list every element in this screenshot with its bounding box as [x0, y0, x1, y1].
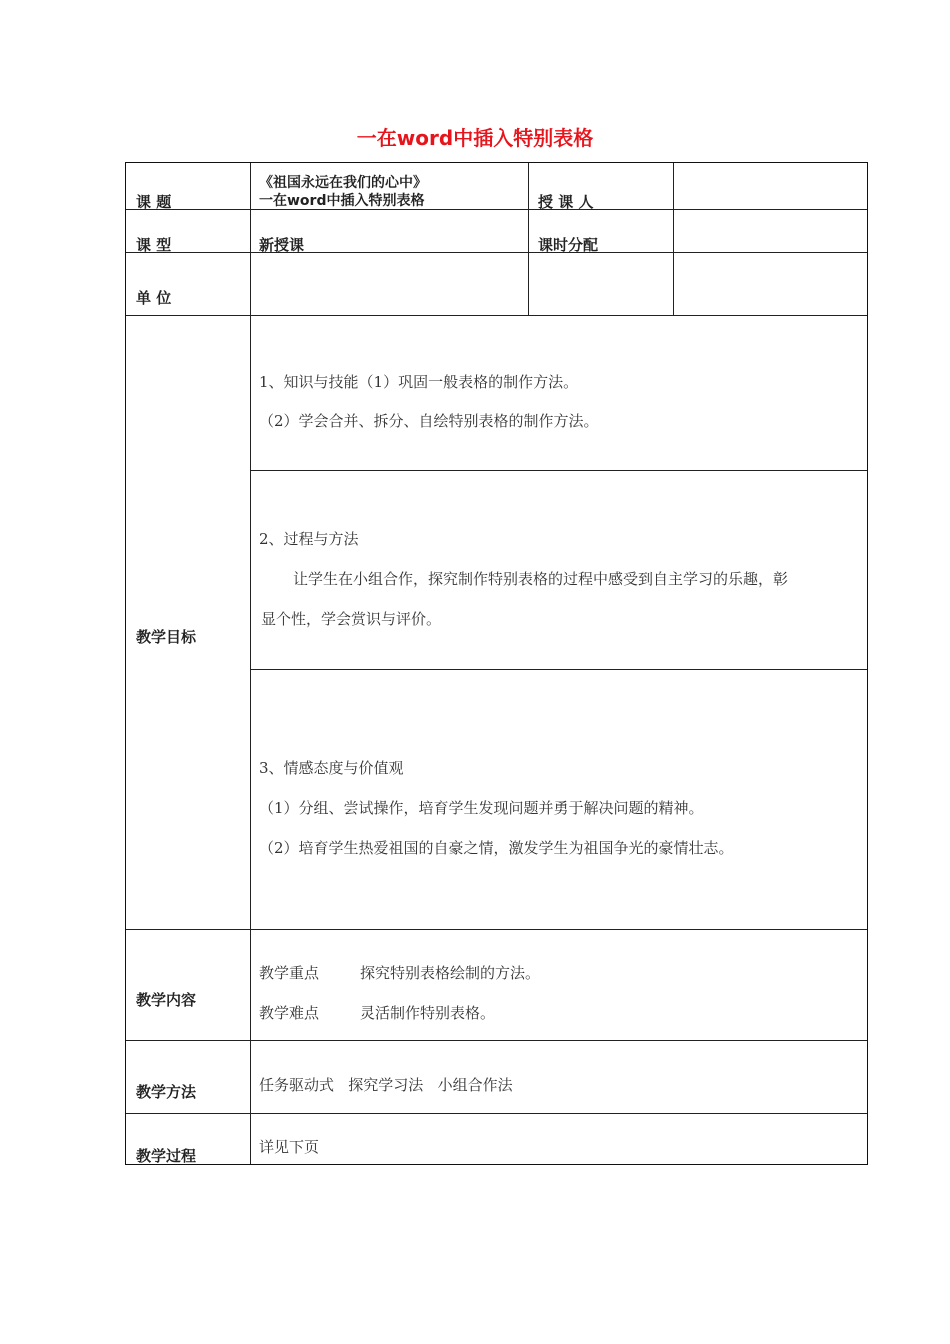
- lesson-plan-table: [125, 162, 868, 1165]
- column-divider: [528, 163, 529, 315]
- content-label: 教学内容: [136, 991, 197, 1009]
- period-label: 课时分配: [538, 236, 599, 254]
- goals-label: 教学目标: [136, 628, 197, 646]
- row-divider: [126, 1113, 867, 1114]
- goal-2-title: 2、过程与方法: [259, 530, 359, 548]
- goal-3-line2: （2）培育学生热爱祖国的自豪之情，激发学生为祖国争光的豪情壮志。: [259, 839, 734, 857]
- unit-label: 单 位: [136, 289, 172, 307]
- key-point-value: 探究特别表格绘制的方法。: [360, 964, 541, 982]
- key-point-label: 教学重点: [259, 964, 320, 982]
- row-divider: [250, 669, 867, 670]
- difficulty-label: 教学难点: [259, 1004, 320, 1022]
- row-divider: [126, 209, 867, 210]
- column-divider: [673, 163, 674, 315]
- goal-1-line2: （2）学会合并、拆分、自绘特别表格的制作方法。: [259, 412, 599, 430]
- ke-ti-line2: 一在word中插入特别表格: [259, 193, 425, 209]
- goal-1-line1: 1、知识与技能（1）巩固一般表格的制作方法。: [259, 373, 579, 391]
- method-label: 教学方法: [136, 1083, 197, 1101]
- goal-2-line1: 让学生在小组合作，探究制作特别表格的过程中感受到自主学习的乐趣，彰: [293, 570, 789, 588]
- row-divider: [126, 315, 867, 316]
- goal-3-title: 3、情感态度与价值观: [259, 759, 404, 777]
- teacher-label: 授 课 人: [538, 193, 594, 211]
- goal-2-line2: 显个性，学会赏识与评价。: [261, 610, 442, 628]
- ke-ti-label: 课 题: [136, 193, 172, 211]
- difficulty-value: 灵活制作特别表格。: [360, 1004, 496, 1022]
- row-divider: [126, 252, 867, 253]
- row-divider: [250, 470, 867, 471]
- row-divider: [126, 1040, 867, 1041]
- row-divider: [126, 929, 867, 930]
- method-value: 任务驱动式 探究学习法 小组合作法: [259, 1076, 513, 1094]
- document-title: 一在word中插入特别表格: [356, 126, 594, 150]
- column-divider: [250, 163, 251, 1164]
- process-value: 详见下页: [259, 1138, 320, 1156]
- ke-ti-line1: 《祖国永远在我们的心中》: [259, 175, 427, 191]
- process-label: 教学过程: [136, 1147, 197, 1165]
- ke-xing-value: 新授课: [259, 236, 305, 254]
- goal-3-line1: （1）分组、尝试操作，培育学生发现问题并勇于解决问题的精神。: [259, 799, 704, 817]
- ke-xing-label: 课 型: [136, 236, 172, 254]
